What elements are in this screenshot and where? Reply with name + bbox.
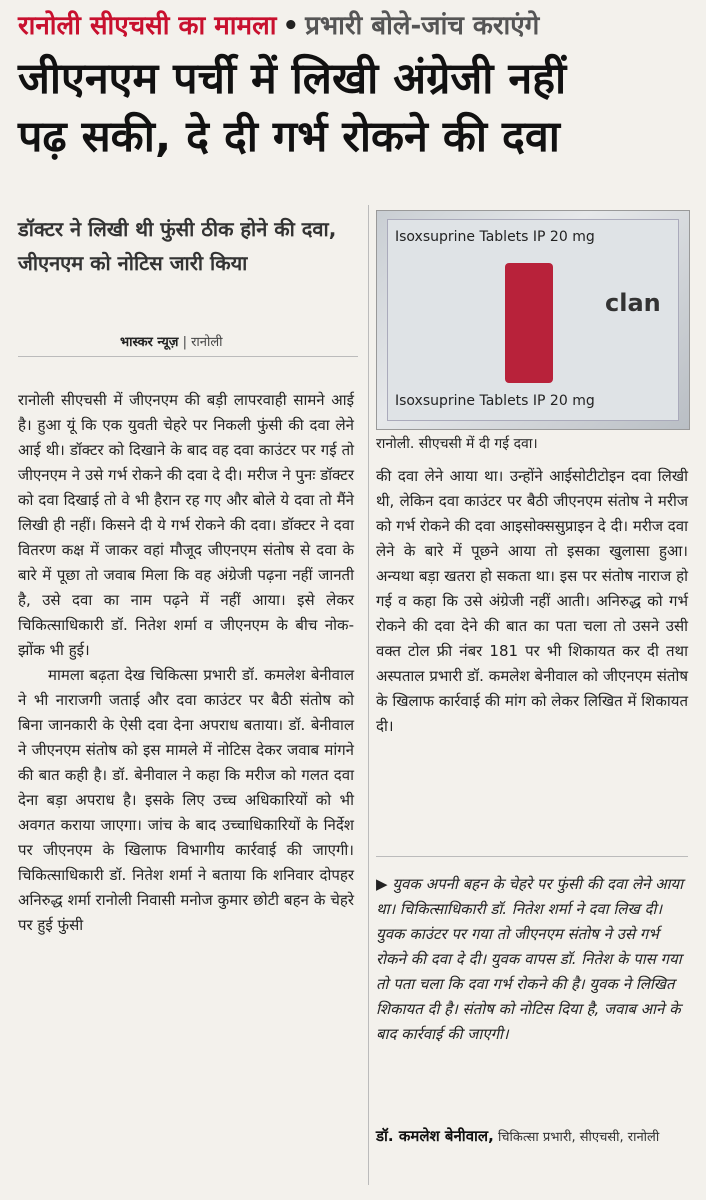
pull-quote: [376, 872, 692, 1047]
article-column-2: [376, 464, 688, 739]
byline-sep: |: [182, 335, 187, 350]
article-column-1: [18, 388, 354, 938]
quote-attribution: [376, 1124, 696, 1150]
photo-label-bottom: Isoxsuprine Tablets IP 20 mg: [395, 393, 595, 409]
headline-line-1: जीएनएम पर्ची में लिखी अंग्रेजी नहीं: [18, 54, 567, 104]
headline-line-2: पढ़ सकी, दे दी गर्भ रोकने की दवा: [18, 112, 560, 162]
quote-role: चिकित्सा प्रभारी, सीएचसी, रानोली: [497, 1130, 660, 1145]
photo-caption: रानोली. सीएचसी में दी गई दवा।: [376, 436, 538, 452]
kicker-sub: प्रभारी बोले-जांच कराएंगे: [305, 11, 540, 41]
kicker-separator: •: [282, 11, 300, 41]
headline: [18, 50, 698, 166]
quote-divider: [376, 856, 688, 857]
kicker-location: रानोली सीएचसी का मामला: [18, 11, 277, 41]
paragraph: रानोली सीएचसी में जीएनएम की बड़ी लापरवाही सामने आई है। हुआ यूं कि एक युवती चेहरे पर निकली फुंसी की दवा लेने आई थी। डॉक्टर को दिखाने के बाद वह दवा काउंटर पर गई तो जीएनएम ने उसे गर्भ रोकने की दवा दे दी। मरीज ने पुनः डॉक्टर को दवा दिखाई तो वे भी हैरान रह गए और बोले ये दवा तो मैंने लिखी ही नहीं। किसने दी ये गर्भ रोकने की दवा। डॉक्टर ने दवा वितरण कक्ष में जाकर वहां मौजूद जीएनएम संतोष से दवा के बारे में पूछा तो जवाब मिला कि वह अंग्रेजी पढ़ना नहीं जानती है, उसे दवा का नाम पढ़ने में नहीं आया। इसे लेकर चिकित्साधिकारी डॉ. नितेश शर्मा व जीएनएम के बीच नोक-झोंक भी हुई।: [18, 391, 354, 659]
photo-label-top: Isoxsuprine Tablets IP 20 mg: [395, 229, 595, 245]
tablet-strip: [505, 263, 553, 383]
column-divider: [368, 205, 369, 1185]
deck-divider: [18, 356, 358, 357]
medicine-photo: [376, 210, 690, 430]
paragraph: की दवा लेने आया था। उन्होंने आईसोटीटोइन दवा लिखी थी, लेकिन दवा काउंटर पर बैठी जीएनएम संतोष ने मरीज को गर्भ रोकने की दवा आइसोक्ससुप्राइन दे दी। मरीज दवा लेने के बारे में पूछने आया तो इसका खुलासा हुआ। अन्यथा बड़ा खतरा हो सकता था। इस पर संतोष नाराज हो गई व कहा कि उसे अंग्रेजी नहीं आती। अनिरुद्ध को गर्भ रोकने की दवा देने की बात का पता चला तो उसने उसी वक्त टोल फ्री नंबर 181 पर भी शिकायत कर दी तथा अस्पताल प्रभारी डॉ. कमलेश बेनीवाल को जीएनएम संतोष के खिलाफ कार्रवाई की मांग को लेकर लिखित में शिकायत दी।: [376, 467, 688, 735]
quote-text: युवक अपनी बहन के चेहरे पर फुंसी की दवा लेने आया था। चिकित्साधिकारी डॉ. नितेश शर्मा ने दवा लिख दी। युवक काउंटर पर गया तो जीएनएम संतोष ने उसे गर्भ रोकने की दवा दे दी। युवक वापस डॉ. नितेश के पास गया तो पता चला कि दवा गर्भ रोकने की है। युवक ने लिखित शिकायत दी है। संतोष को नोटिस दिया है, जवाब आने के बाद कार्रवाई की जाएगी।: [376, 875, 684, 1043]
quote-marker-icon: ▶: [376, 875, 388, 893]
deck: डॉक्टर ने लिखी थी फुंसी ठीक होने की दवा, जीएनएम को नोटिस जारी किया: [18, 217, 337, 275]
photo-brand: clan: [605, 289, 661, 317]
byline-agency: भास्कर न्यूज़: [120, 335, 179, 350]
byline: [120, 332, 360, 350]
kicker: [18, 6, 698, 46]
quote-name: डॉ. कमलेश बेनीवाल,: [376, 1127, 494, 1145]
byline-place: रानोली: [191, 335, 223, 350]
paragraph: मामला बढ़ता देख चिकित्सा प्रभारी डॉ. कमलेश बेनीवाल ने भी नाराजगी जताई और दवा काउंटर पर बैठी संतोष को बिना जानकारी के ऐसी दवा देना अपराध बताया। डॉ. बेनीवाल ने जीएनएम संतोष को इस मामले में नोटिस देकर जवाब मांगने की बात कही है। डॉ. बेनीवाल ने कहा कि मरीज को गलत दवा देना बड़ा अपराध है। इसके लिए उच्च अधिकारियों को भी अवगत कराया जाएगा। जांच के बाद उच्चाधिकारियों के निर्देश पर जीएनएम के खिलाफ विभागीय कार्रवाई की जाएगी। चिकित्साधिकारी डॉ. नितेश शर्मा ने बताया कि शनिवार दोपहर अनिरुद्ध शर्मा रानोली निवासी मनोज कुमार छोटी बहन के चेहरे पर हुई फुंसी: [18, 666, 354, 934]
